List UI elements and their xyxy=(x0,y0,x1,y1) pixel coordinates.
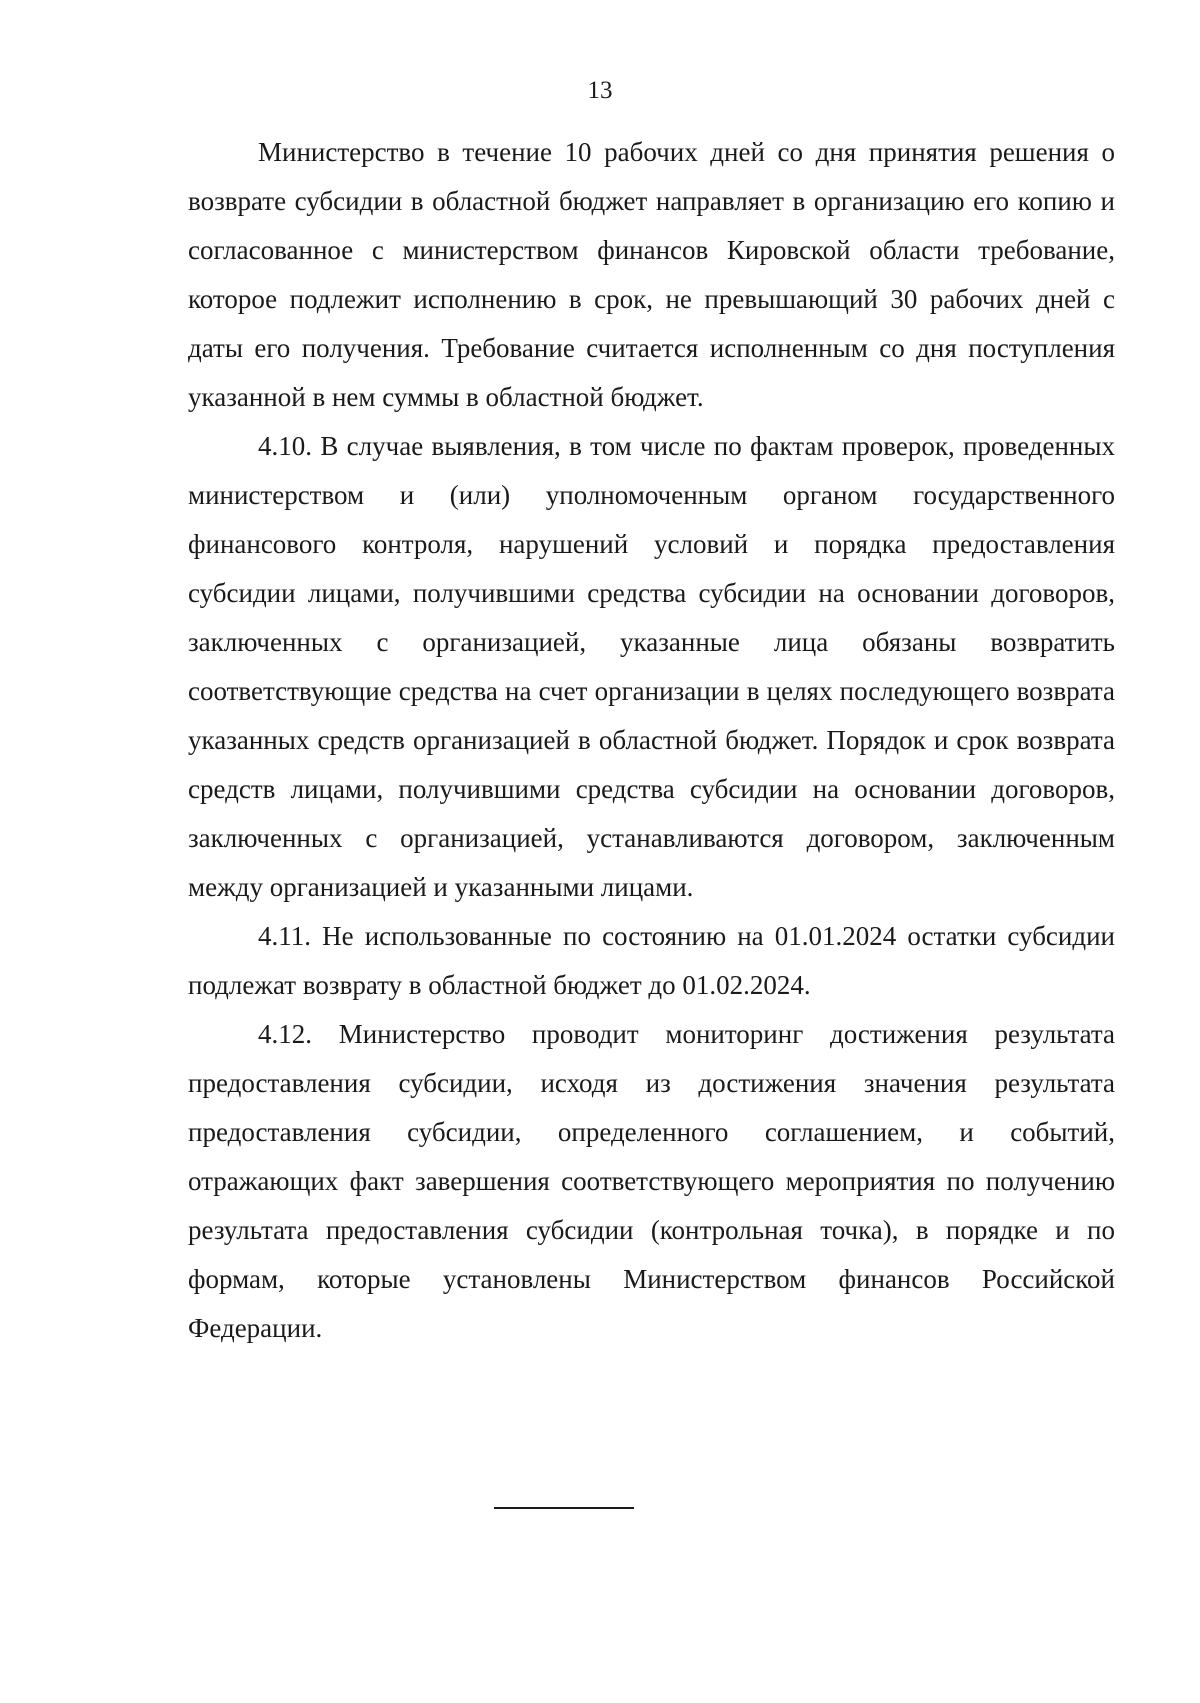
page-number: 13 xyxy=(587,77,613,104)
document-body xyxy=(188,128,1115,1353)
closing-divider-line xyxy=(494,1507,634,1509)
paragraph-4-12: 4.12. Министерство проводит мониторинг достижения результата предоставления субсидии, исходя из достижения значения результата предоставления субсидии, определенного соглашением, и событий, отражающих факт завершения соответствующего мероприятия по получению результата предоставления субсидии (контрольная точка), в порядке и по формам, которые установлены Министерством финансов Российской Федерации. xyxy=(188,1019,1115,1343)
paragraph-4-11: 4.11. Не использованные по состоянию на 01.01.2024 остатки субсидии подлежат возврату в областной бюджет до 01.02.2024. xyxy=(188,921,1115,1000)
paragraph-4-10: 4.10. В случае выявления, в том числе по фактам проверок, проведенных министерством и (или) уполномоченным органом государственного финансового контроля, нарушений условий и порядка предоставления субсидии лицами, получившими средства субсидии на основании договоров, заключенных с организацией, указанные лица обязаны возвратить соответствующие средства на счет организации в целях последующего возврата указанных средств организацией в областной бюджет. Порядок и срок возврата средств лицами, получившими средства субсидии на основании договоров, заключенных с организацией, устанавливаются договором, заключенным между организацией и указанными лицами. xyxy=(188,431,1115,902)
paragraph-return-requirement: Министерство в течение 10 рабочих дней со дня принятия решения о возврате субсидии в областной бюджет направляет в организацию его копию и согласованное с министерством финансов Кировской области требование, которое подлежит исполнению в срок, не превышающий 30 рабочих дней с даты его получения. Требование считается исполненным со дня поступления указанной в нем суммы в областной бюджет. xyxy=(188,137,1115,412)
